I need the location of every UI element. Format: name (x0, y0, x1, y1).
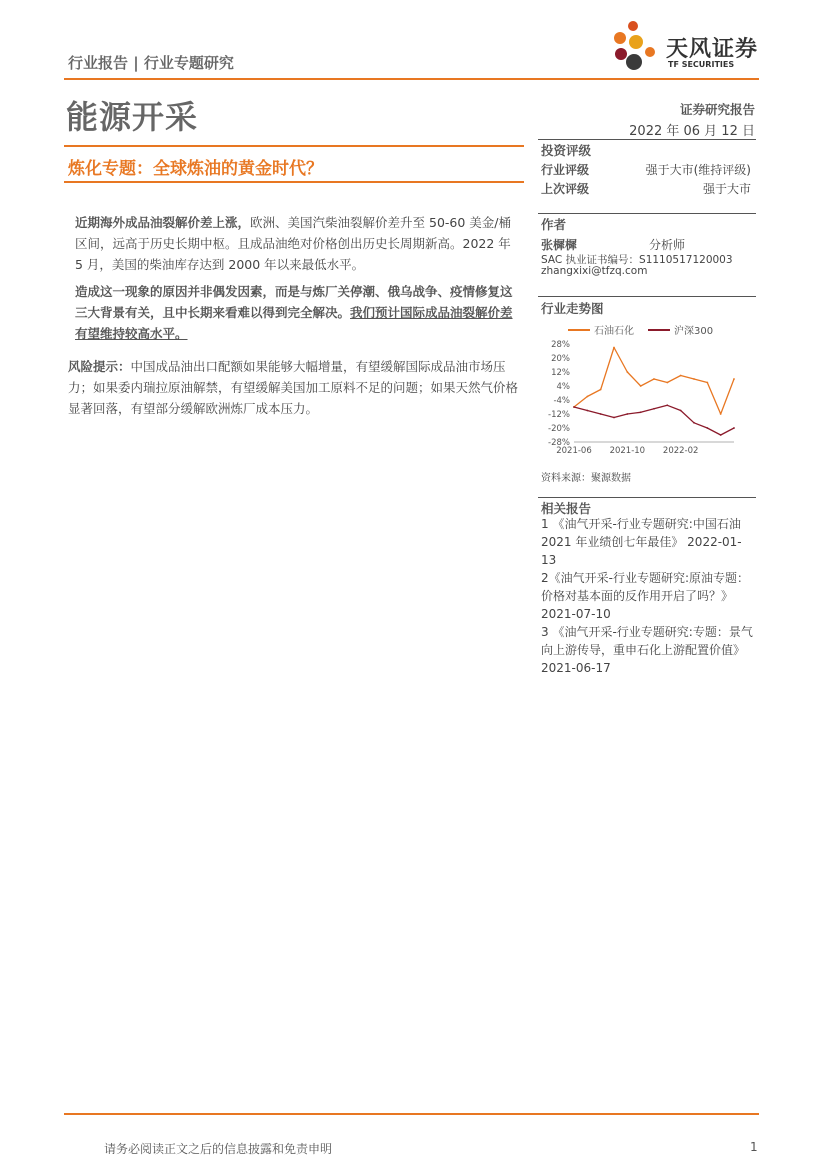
headline-rule-bottom (64, 181, 524, 183)
related-heading: 相关报告 (541, 501, 592, 516)
legend-label: 沪深300 (674, 326, 714, 337)
report-date: 2022 年 06 月 12 日 (629, 124, 755, 139)
legend-label: 石油石化 (594, 326, 634, 337)
data-point (613, 417, 615, 419)
rating-rule (538, 139, 756, 140)
y-tick-label: 4% (556, 382, 570, 392)
summary-paragraph-1 (75, 212, 522, 275)
y-tick-label: -12% (548, 410, 570, 420)
author-rule (538, 213, 756, 214)
industry-rating-label: 行业评级 (541, 163, 590, 177)
data-point (600, 389, 602, 391)
data-point (653, 408, 655, 410)
sector-title: 能源开采 (66, 98, 199, 136)
author-email[interactable]: zhangxixi@tfzq.com (541, 265, 648, 277)
logo-en-text: TF SECURITIES (668, 60, 735, 69)
data-point (720, 413, 722, 415)
y-tick-label: -20% (548, 424, 570, 434)
author-name: 张樨樨 (541, 238, 578, 252)
y-tick-label: 28% (551, 340, 570, 350)
data-point (733, 378, 735, 380)
headline-rule-top (64, 145, 524, 147)
x-tick-label: 2022-02 (662, 446, 699, 456)
x-tick-label: 2021-06 (556, 446, 592, 456)
data-point (706, 382, 708, 384)
data-point (600, 413, 602, 415)
data-point (586, 396, 588, 398)
y-tick-label: 12% (551, 368, 570, 378)
y-tick-label: 20% (551, 354, 570, 364)
footer-disclaimer: 请务必阅读正文之后的信息披露和免责申明 (104, 1142, 333, 1156)
data-point (640, 411, 642, 413)
data-point (706, 427, 708, 429)
page-number: 1 (750, 1140, 758, 1154)
data-point (680, 375, 682, 377)
x-tick-label: 2021-10 (609, 446, 646, 456)
trend-heading: 行业走势图 (541, 301, 604, 316)
risk-label: 风险提示： (68, 359, 131, 374)
summary-2-lead: 造成这一现象的原因并非偶发因素，而是与炼厂关停潮、俄乌战争、疫情修复这三大背景有关，且中长期来看难以得到完全解决。 (75, 284, 513, 320)
risk-paragraph (68, 356, 522, 419)
data-point (666, 382, 668, 384)
logo-cn-text: 天风证券 (666, 37, 759, 62)
summary-1-text: 欧洲、美国汽柴油裂解价差升至 50-60 美金/桶区间，远高于历史长期中枢。且成品油绝对价格创出历史长周期新高。2022 年 5 月，美国的柴油库存达到 2000 年以来最低水平。 (75, 215, 511, 272)
data-point (613, 347, 615, 349)
related-report-item[interactable]: 1 《油气开采-行业专题研究:中国石油 2021 年业绩创七年最佳》 2022-01-13 (541, 517, 742, 567)
report-type: 证券研究报告 (679, 102, 755, 117)
prev-rating-label: 上次评级 (541, 182, 590, 196)
data-point (640, 385, 642, 387)
data-point (626, 371, 628, 373)
industry-rating-value: 强于大市(维持评级) (645, 163, 751, 177)
summary-1-lead: 近期海外成品油裂解价差上涨， (75, 215, 251, 230)
risk-text: 中国成品油出口配额如果能够大幅增量，有望缓解国际成品油市场压力；如果委内瑞拉原油解禁，有望缓解美国加工原料不足的问题；如果天然气价格显著回落，有望部分缓解欧洲炼厂成本压力。 (68, 359, 519, 416)
summary-2-conclusion: 我们预计国际成品油裂解价差有望维持较高水平。 (75, 305, 513, 341)
data-point (666, 404, 668, 406)
related-report-item[interactable]: 2《油气开采-行业专题研究:原油专题：价格对基本面的反作用开启了吗？》 2021-07-10 (541, 571, 750, 621)
related-rule (538, 497, 756, 498)
related-report-item[interactable]: 3 《油气开采-行业专题研究:专题：景气向上游传导，重申石化上游配置价值》 2021-06-17 (541, 625, 753, 675)
y-tick-label: -28% (548, 438, 570, 448)
report-headline: 炼化专题：全球炼油的黄金时代？ (68, 159, 323, 179)
company-logo (610, 18, 770, 76)
prev-rating-value: 强于大市 (702, 182, 751, 196)
summary-paragraph-2 (75, 281, 522, 344)
data-point (693, 422, 695, 424)
report-category: 行业报告 | 行业专题研究 (68, 54, 234, 72)
related-report-list (541, 515, 756, 677)
chart-source: 资料来源：聚源数据 (541, 473, 631, 484)
author-certificate: SAC 执业证书编号：S1110517120003 (541, 254, 733, 266)
trend-rule (538, 296, 756, 297)
rating-heading: 投资评级 (541, 143, 592, 158)
data-point (626, 413, 628, 415)
data-point (733, 427, 735, 429)
data-point (680, 410, 682, 412)
data-point (586, 410, 588, 412)
data-point (653, 378, 655, 380)
data-point (693, 378, 695, 380)
series-line (574, 348, 734, 415)
series-line (574, 405, 734, 435)
data-point (720, 434, 722, 436)
data-point (573, 406, 575, 408)
author-role: 分析师 (649, 238, 686, 252)
header-rule (64, 78, 759, 80)
author-heading: 作者 (541, 217, 567, 232)
trend-chart (538, 318, 756, 460)
footer-rule (64, 1113, 759, 1115)
y-tick-label: -4% (553, 396, 570, 406)
